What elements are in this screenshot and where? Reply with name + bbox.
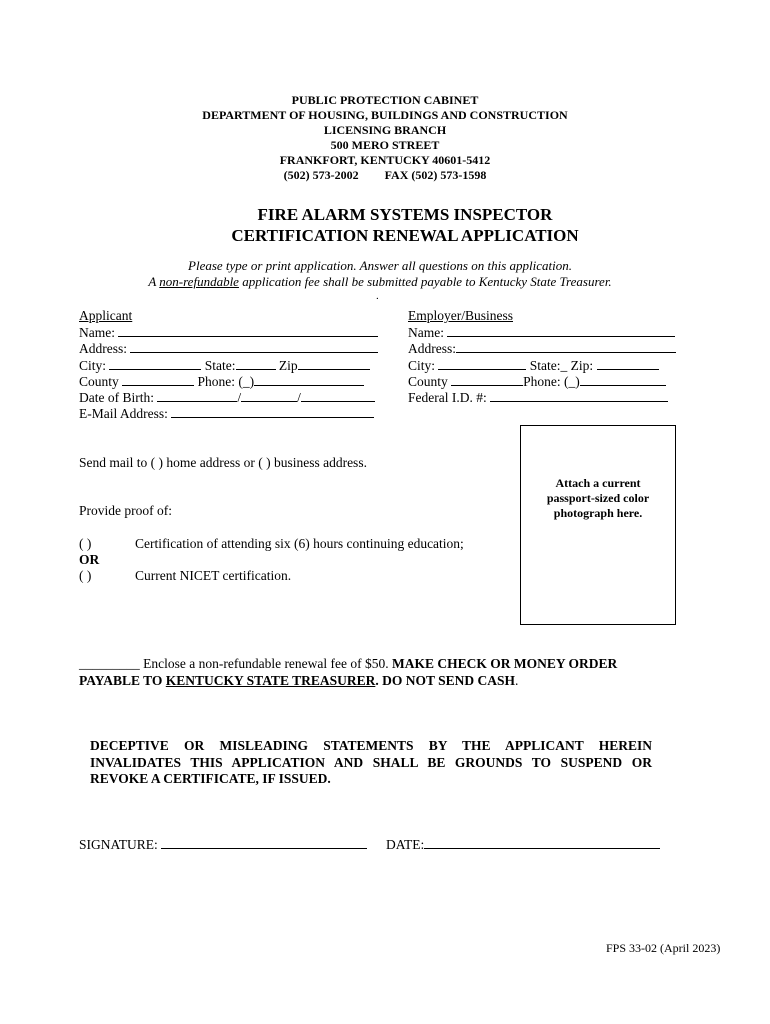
photo-line1: Attach a current xyxy=(555,476,641,490)
instructions-prefix: A xyxy=(148,274,160,289)
employer-county-row xyxy=(408,373,666,390)
dob-month-line[interactable] xyxy=(157,389,237,402)
instructions-suffix: application fee shall be submitted payable to Kentucky State Treasurer. xyxy=(238,274,612,289)
federal-id-label: Federal I.D. #: xyxy=(408,390,487,405)
warning-statement: DECEPTIVE OR MISLEADING STATEMENTS BY THE APPLICANT HEREIN INVALIDATES THIS APPLICATION AND SHALL BE GROUNDS TO SUSPEND OR REVOKE A CERTIFICATE, IF ISSUED. xyxy=(90,738,652,786)
fax-number: FAX (502) 573-1598 xyxy=(384,168,487,182)
employer-zip-label: Zip: xyxy=(570,358,594,373)
applicant-county-row xyxy=(79,373,364,390)
applicant-county-line[interactable] xyxy=(122,373,194,386)
signature-line[interactable] xyxy=(161,836,367,849)
branch-name: LICENSING BRANCH xyxy=(323,123,447,137)
applicant-city-line[interactable] xyxy=(109,357,201,370)
proof-or: OR xyxy=(79,552,100,567)
employer-address-field[interactable] xyxy=(408,340,676,357)
employer-city-line[interactable] xyxy=(438,357,526,370)
photo-instructions xyxy=(521,476,675,521)
proof-option1-checkbox[interactable]: ( ) xyxy=(79,536,92,551)
employer-county-label: County xyxy=(408,374,448,389)
agency-name: PUBLIC PROTECTION CABINET xyxy=(291,93,479,107)
applicant-address-label: Address: xyxy=(79,341,127,356)
proof-option2-text: Current NICET certification. xyxy=(135,568,292,583)
proof-option1-text: Certification of attending six (6) hours continuing education; xyxy=(135,536,464,551)
employer-county-line[interactable] xyxy=(451,373,523,386)
separator-dot: . xyxy=(376,290,379,302)
dob-year-line[interactable] xyxy=(301,389,375,402)
applicant-zip-label: Zip xyxy=(278,358,298,373)
applicant-state-label: State: xyxy=(204,358,236,373)
applicant-name-field[interactable] xyxy=(79,324,378,341)
photo-line3: photograph here. xyxy=(553,506,643,520)
form-number: FPS 33-02 (April 2023) xyxy=(606,941,721,955)
department-name: DEPARTMENT OF HOUSING, BUILDINGS AND CONSTRUCTION xyxy=(202,108,568,122)
federal-id-field[interactable] xyxy=(408,389,668,406)
street-address: 500 MERO STREET xyxy=(330,138,440,152)
employer-address-label: Address: xyxy=(408,341,456,356)
payable-suffix: . DO NOT SEND CASH xyxy=(375,673,515,688)
employer-name-line[interactable] xyxy=(447,324,675,337)
payable-prefix: PAYABLE TO xyxy=(79,673,166,688)
form-title-line1: FIRE ALARM SYSTEMS INSPECTOR xyxy=(257,205,553,224)
employer-city-row xyxy=(408,357,659,374)
applicant-zip-line[interactable] xyxy=(298,357,370,370)
applicant-address-field[interactable] xyxy=(79,340,378,357)
dob-day-line[interactable] xyxy=(241,389,297,402)
payee-name: KENTUCKY STATE TREASURER xyxy=(165,673,376,688)
applicant-name-label: Name: xyxy=(79,325,115,340)
proof-option2-checkbox[interactable]: ( ) xyxy=(79,568,92,583)
applicant-county-label: County xyxy=(79,374,119,389)
employer-phone-line[interactable] xyxy=(580,373,666,386)
proof-label: Provide proof of: xyxy=(79,503,172,518)
fee-line1 xyxy=(79,656,617,672)
fee-end: . xyxy=(515,673,519,688)
applicant-heading: Applicant xyxy=(79,308,133,323)
applicant-email-label: E-Mail Address: xyxy=(79,406,168,421)
applicant-city-label: City: xyxy=(79,358,107,373)
applicant-phone-label: Phone: (_) xyxy=(197,374,255,389)
employer-zip-line[interactable] xyxy=(597,357,659,370)
employer-city-label: City: xyxy=(408,358,436,373)
employer-heading: Employer/Business xyxy=(408,308,513,323)
date-field[interactable] xyxy=(386,836,660,853)
applicant-dob-row xyxy=(79,389,375,406)
employer-phone-label: Phone: (_) xyxy=(523,374,580,389)
dob-separator-2: / xyxy=(297,390,301,405)
fee-line2 xyxy=(79,673,518,689)
date-label: DATE: xyxy=(386,837,425,852)
signature-field[interactable] xyxy=(79,836,367,853)
contact-line xyxy=(0,168,770,183)
employer-name-label: Name: xyxy=(408,325,444,340)
photo-box xyxy=(520,425,676,625)
city-address: FRANKFORT, KENTUCKY 40601-5412 xyxy=(279,153,491,167)
non-refundable-text: non-refundable xyxy=(159,274,239,289)
signature-label: SIGNATURE: xyxy=(79,837,158,852)
employer-address-line[interactable] xyxy=(456,340,676,353)
dob-separator-1: / xyxy=(237,390,242,405)
mail-preference[interactable]: Send mail to ( ) home address or ( ) business address. xyxy=(79,455,367,470)
fee-bold-instruction: MAKE CHECK OR MONEY ORDER xyxy=(392,656,618,671)
applicant-phone-line[interactable] xyxy=(254,373,364,386)
phone-number: (502) 573-2002 xyxy=(283,168,359,182)
fee-blank[interactable]: _________ xyxy=(79,656,140,671)
applicant-dob-label: Date of Birth: xyxy=(79,390,154,405)
applicant-email-line[interactable] xyxy=(171,405,374,418)
applicant-email-field[interactable] xyxy=(79,405,374,422)
federal-id-line[interactable] xyxy=(490,389,668,402)
employer-name-field[interactable] xyxy=(408,324,675,341)
date-line[interactable] xyxy=(424,836,660,849)
form-title-line2: CERTIFICATION RENEWAL APPLICATION xyxy=(231,226,579,245)
photo-line2: passport-sized color xyxy=(546,491,650,505)
instructions-line2 xyxy=(0,274,760,290)
applicant-city-row xyxy=(79,357,370,374)
fee-text: Enclose a non-refundable renewal fee of $50. xyxy=(139,656,393,671)
applicant-name-line[interactable] xyxy=(118,324,378,337)
instructions-line1: Please type or print application. Answer all questions on this application. xyxy=(188,258,572,273)
applicant-state-line[interactable] xyxy=(236,357,276,370)
employer-state-label: State:_ xyxy=(529,358,568,373)
applicant-address-line[interactable] xyxy=(130,340,378,353)
